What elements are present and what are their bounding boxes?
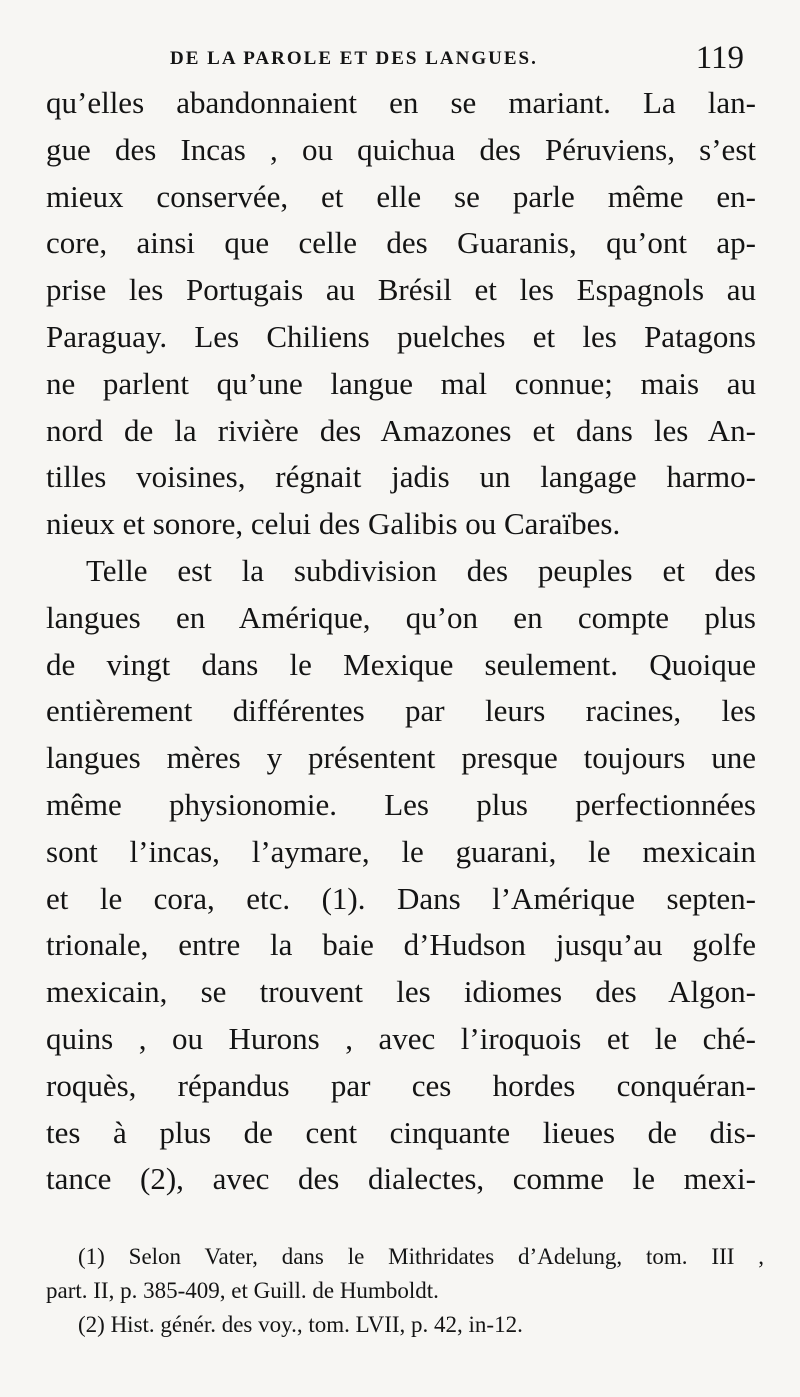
text-line: langues en Amérique, qu’on en compte plus bbox=[46, 599, 756, 635]
text-line: et le cora, etc. (1). Dans l’Amérique septen- bbox=[46, 880, 756, 916]
text-line: core, ainsi que celle des Guaranis, qu’ont ap- bbox=[46, 225, 756, 261]
text-line: Telle est la subdivision des peuples et des bbox=[86, 552, 756, 588]
page-number: 119 bbox=[695, 40, 744, 76]
text-line: quins , ou Hurons , avec l’iroquois et le ché- bbox=[46, 1020, 756, 1056]
text-line: roquès, répandus par ces hordes conquéran- bbox=[46, 1067, 756, 1103]
running-head: DE LA PAROLE ET DES LANGUES. bbox=[170, 48, 538, 69]
text-line: trionale, entre la baie d’Hudson jusqu’au golfe bbox=[46, 927, 756, 963]
text-line: même physionomie. Les plus perfectionnées bbox=[46, 786, 756, 822]
text-line: prise les Portugais au Brésil et les Espagnols au bbox=[46, 272, 756, 308]
footnote-line: part. II, p. 385-409, et Guill. de Humboldt. bbox=[46, 1278, 439, 1303]
text-line: tance (2), avec des dialectes, comme le mexi- bbox=[46, 1161, 756, 1197]
text-line: mexicain, se trouvent les idiomes des Algon- bbox=[46, 974, 756, 1010]
text-line: ne parlent qu’une langue mal connue; mais au bbox=[46, 365, 756, 401]
text-line: langues mères y présentent presque toujours une bbox=[46, 740, 756, 776]
text-line: nieux et sonore, celui des Galibis ou Caraïbes. bbox=[46, 506, 621, 542]
text-line: sont l’incas, l’aymare, le guarani, le mexicain bbox=[46, 833, 756, 869]
footnotes bbox=[46, 1240, 764, 1342]
footnote-line: (2) Hist. génér. des voy., tom. LVII, p. 42, in-12. bbox=[78, 1312, 523, 1337]
text-line: mieux conservée, et elle se parle même en- bbox=[46, 178, 756, 214]
text-line: gue des Incas , ou quichua des Péruviens, s’est bbox=[46, 131, 756, 167]
text-line: nord de la rivière des Amazones et dans les An- bbox=[46, 412, 756, 448]
text-line: tes à plus de cent cinquante lieues de dis- bbox=[46, 1114, 756, 1150]
text-line: entièrement différentes par leurs racines, les bbox=[46, 693, 756, 729]
body-text bbox=[46, 80, 756, 1203]
text-line: de vingt dans le Mexique seulement. Quoique bbox=[46, 646, 756, 682]
footnote-line: (1) Selon Vater, dans le Mithridates d’Adelung, tom. III , bbox=[78, 1244, 764, 1269]
text-line: qu’elles abandonnaient en se mariant. La lan- bbox=[46, 85, 756, 120]
text-line: Paraguay. Les Chiliens puelches et les Patagons bbox=[46, 318, 756, 354]
text-line: tilles voisines, régnait jadis un langage harmo- bbox=[46, 459, 756, 495]
page-header bbox=[170, 40, 756, 84]
